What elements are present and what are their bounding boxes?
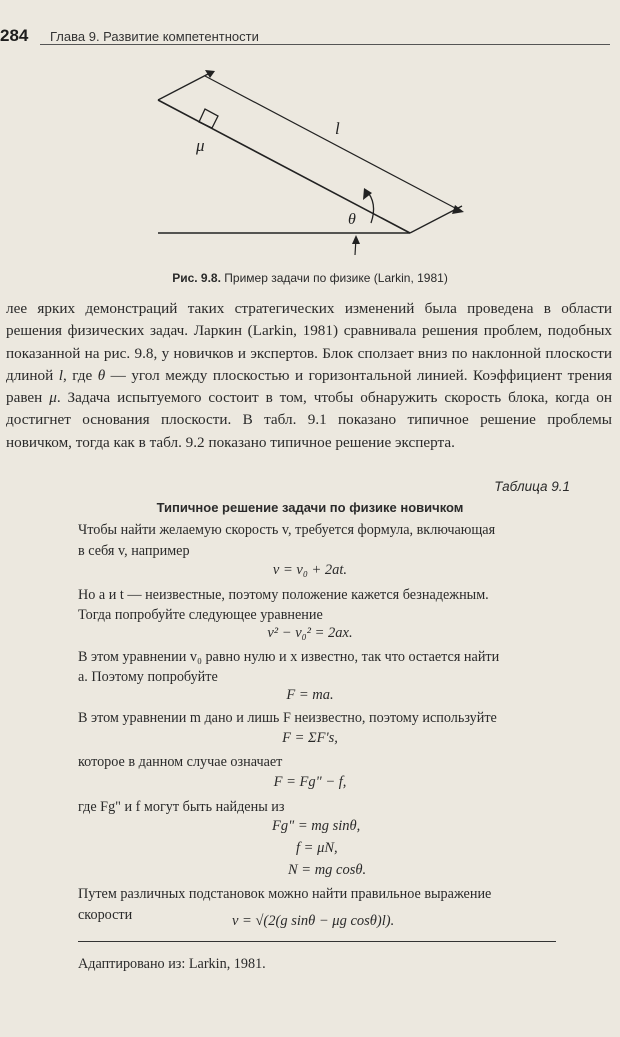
table-number: Таблица 9.1 xyxy=(494,479,570,494)
label-mu: μ xyxy=(196,136,205,155)
table-title: Типичное решение задачи по физике новичком xyxy=(156,500,464,515)
step-2-line-1: Но a и t — неизвестные, поэтому положение кажется безнадежным. xyxy=(78,587,489,603)
angle-arrow-head xyxy=(363,188,372,200)
step-7-line-2: скорости xyxy=(78,907,133,923)
step-3-line-2: a. Поэтому попробуйте xyxy=(78,669,218,685)
equation-8: N = mg cosθ. xyxy=(288,862,367,878)
figure-caption xyxy=(0,271,620,285)
arrowhead-bottom xyxy=(452,205,464,214)
equation-7: f = μN, xyxy=(296,840,338,856)
table-bottom-rule xyxy=(78,941,556,942)
page-number: 284 xyxy=(0,26,29,45)
var-theta: θ xyxy=(97,366,106,384)
step-1-line-1: Чтобы найти желаемую скорость v, требуется формула, включающая xyxy=(78,522,496,538)
step-1-line-2: в себя v, например xyxy=(78,543,190,559)
table-source: Адаптировано из: Larkin, 1981. xyxy=(78,956,266,972)
equation-2: v² − v₀² = 2ax. xyxy=(267,625,353,641)
label-theta: θ xyxy=(348,211,356,228)
inclined-plane-figure xyxy=(0,60,620,260)
step-3-line-1: В этом уравнении v₀ равно нулю и x известно, так что остается найти xyxy=(78,649,500,665)
var-mu: μ xyxy=(49,389,57,407)
step-7-line-1: Путем различных подстановок можно найти правильное выражение xyxy=(78,886,492,902)
header-rule xyxy=(40,44,610,45)
block xyxy=(199,109,218,128)
equation-3: F = ma. xyxy=(286,687,334,703)
incline-surface xyxy=(158,100,410,233)
equation-9: v = √(2(g sinθ − μg cosθ)l). xyxy=(232,913,395,929)
equation-1: v = v₀ + 2at. xyxy=(272,562,348,578)
body-paragraph: лее ярких демонстраций таких стратегических изменений была проведена в области решения физических задач. Ларкин (Larkin, 1981) сравнивала решения проблем, подобных показанной на рис. 9.8, у новичков и экспертов. Блок сползает вниз по наклонной плоскости длиной l, где θ — угол между плоскостью и горизонтальной линией. Коэффициент трения равен μ. Задача испытуемого состоит в том, чтобы обнаружить скорость блока, когда он достигнет основания плоскости. В табл. 9.1 показано типичное решение проблемы новичком, тогда как в табл. 9.2 показано типичное решение эксперта. xyxy=(6,300,612,451)
length-extension-top xyxy=(158,73,210,100)
equation-4: F = ΣF's, xyxy=(282,730,338,746)
label-l: l xyxy=(335,119,340,138)
var-l: l xyxy=(58,366,63,384)
caption-label: Рис. 9.8. xyxy=(172,271,221,285)
equation-6: Fg" = mg sinθ, xyxy=(272,818,361,834)
angle-pointer-head xyxy=(352,235,360,244)
step-2-line-2: Тогда попробуйте следующее уравнение xyxy=(78,607,323,623)
step-5-line-1: которое в данном случае означает xyxy=(78,754,283,770)
chapter-title: Глава 9. Развитие компетентности xyxy=(50,29,259,44)
step-6-line-1: где Fg" и f могут быть найдены из xyxy=(78,799,285,815)
length-dimension-line xyxy=(205,76,457,209)
equation-5: F = Fg" − f, xyxy=(273,774,347,790)
caption-text: Пример задачи по физике (Larkin, 1981) xyxy=(224,271,448,285)
step-4-line-1: В этом уравнении m дано и лишь F неизвестно, поэтому используйте xyxy=(78,710,497,726)
